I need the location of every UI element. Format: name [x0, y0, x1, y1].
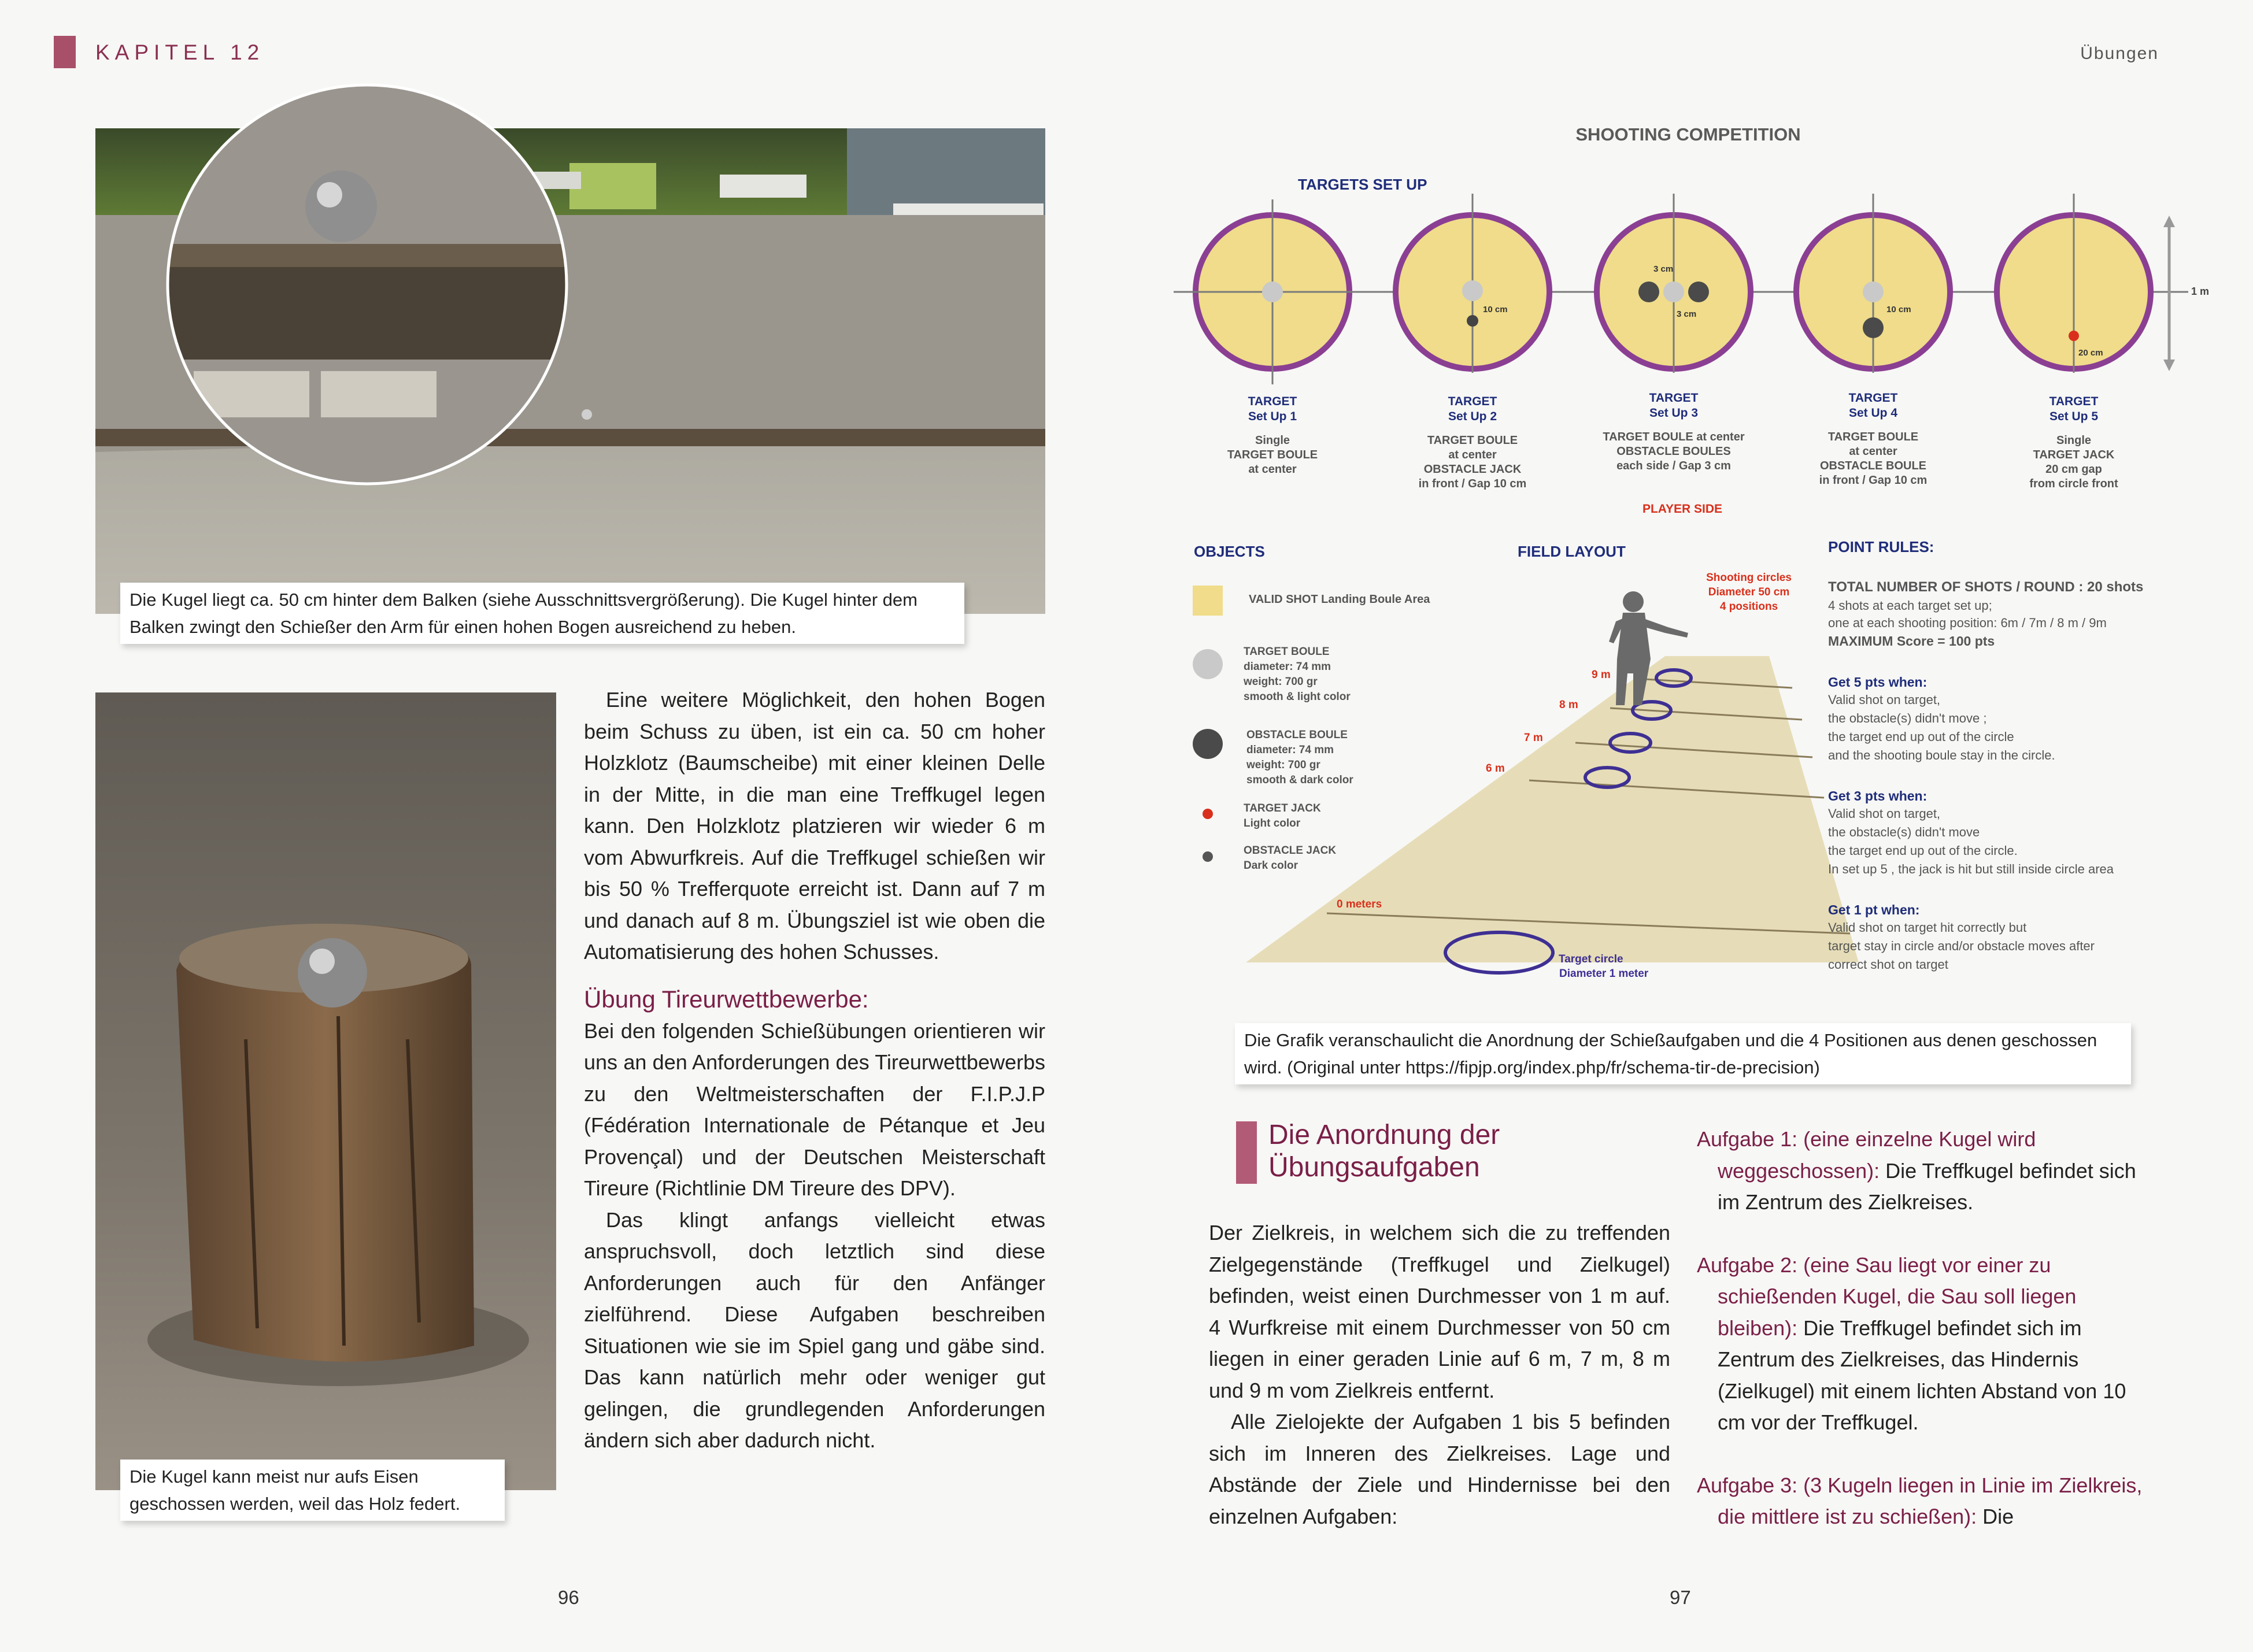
legend-target-boule-1: TARGET BOULE [1244, 646, 1330, 658]
stump-photo-caption: Die Kugel kann meist nur aufs Eisen geschossen werden, weil das Holz federt. [120, 1460, 505, 1521]
chapter-label: KAPITEL 12 [95, 40, 265, 64]
setup-3-subtitle: Set Up 3 [1649, 406, 1699, 420]
setup-5-desc-3: 20 cm gap [2045, 463, 2102, 476]
petanque-court-photo [95, 128, 1045, 614]
legend-obstacle-boule-3: weight: 700 gr [1246, 759, 1320, 771]
get5-line-3: the target end up out of the circle [1828, 729, 2014, 744]
target-setup-5 [1997, 194, 2151, 373]
setup-4-desc-2: at center [1849, 445, 1897, 458]
legend-target-boule-3: weight: 700 gr [1244, 676, 1318, 688]
setup-5-title: TARGET [2049, 395, 2099, 408]
right-paragraph-2: Alle Zielojekte der Aufgaben 1 bis 5 befinden sich im Inneren des Zielkreises. Lage und Abstände der Ziele und Hindernisse bei den einzelnen Aufgaben: [1209, 1410, 1670, 1528]
left-paragraph-3: Das klingt anfangs vielleicht etwas anspruchsvoll, doch letztlich sind diese Anforderungen auch für den Anfänger zielführend. Diese Aufgaben beschreiben Situationen wie sie im Spiel gang und gäbe sind. Das kann natürlich mehr oder weniger gut gelingen, die grundlegenden Anforderungen ändern sich aber dadurch nicht. [584, 1207, 1045, 1452]
rules-max: MAXIMUM Score = 100 pts [1828, 634, 1995, 649]
setup-4-desc-3: OBSTACLE BOULE [1819, 460, 1927, 472]
wood-stump-photo [95, 692, 556, 1490]
setup-4-desc-4: in front / Gap 10 cm [1819, 474, 1928, 487]
target-setup-2 [1396, 194, 1549, 373]
setup-2-desc-4: in front / Gap 10 cm [1418, 477, 1527, 490]
distance-9m: 9 m [1592, 669, 1611, 681]
chapter-marker [54, 36, 76, 68]
distance-7m: 7 m [1524, 732, 1543, 744]
diagram-title: SHOOTING COMPETITION [1575, 124, 1801, 145]
page-number-right: 97 [1670, 1587, 1691, 1608]
task-item [1697, 1470, 2159, 1533]
setup-2-title: TARGET [1448, 395, 1497, 408]
setup-1-desc-1: Single [1255, 434, 1290, 447]
point-rules-title: POINT RULES: [1828, 538, 1934, 555]
distance-0m: 0 meters [1337, 898, 1382, 910]
get5-line-2: the obstacle(s) didn't move ; [1828, 711, 1987, 725]
heading-text: Die Anordnung der Übungsaufgaben [1268, 1120, 1500, 1183]
legend-target-jack-2: Light color [1244, 817, 1301, 829]
legend-obstacle-jack-2: Dark color [1244, 860, 1298, 872]
target-boule-swatch [1193, 649, 1223, 679]
task-item [1697, 1250, 2159, 1439]
task-3-text: Die [1977, 1505, 2014, 1528]
task-1-title: Aufgabe 1: (eine einzelne Kugel wird weggeschossen): [1697, 1127, 2036, 1183]
legend-valid-shot: VALID SHOT Landing Boule Area [1249, 593, 1430, 606]
setup-3-title: TARGET [1649, 391, 1699, 405]
left-body-text [584, 684, 1045, 1457]
valid-shot-swatch [1193, 586, 1223, 616]
left-paragraph-1: Eine weitere Möglichkeit, den hohen Bogen beim Schuss zu üben, ist ein ca. 50 cm hoher Holzklotz (Baumscheibe) mit einer kleinen Delle in der Mitte, in die man eine Treffkugel legen kann. Den Holzklotz platzieren wir wieder 6 m vom Abwurfkreis. Auf die Treffkugel schießen wir bis 50 % Trefferquote erreicht ist. Dann auf 7 m und danach auf 8 m. Übungsziel ist wie oben die Automatisierung des hohen Schusses. [584, 688, 1045, 964]
setup-3-desc-3: each side / Gap 3 cm [1616, 460, 1731, 472]
right-paragraph-1: Der Zielkreis, in welchem sich die zu treffenden Zielgegenstände (Treffkugel und Zielkugel) befinden, weist einen Durchmesser von 1 m auf. 4 Wurfkreise mit einem Durchmesser von 50 cm liegen in einer geraden Linie auf 6 m, 7 m, 8 m und 9 m vom Zielkreis entfernt. [1209, 1221, 1670, 1402]
gap-10cm-label-4: 10 cm [1886, 305, 1911, 314]
setup-1-desc-2: TARGET BOULE [1227, 449, 1318, 461]
obstacle-boule-swatch [1193, 729, 1223, 759]
get1-title: Get 1 pt when: [1828, 902, 1920, 917]
distance-8m: 8 m [1559, 699, 1578, 711]
legend-obstacle-boule-1: OBSTACLE BOULE [1246, 729, 1348, 741]
setup-2-desc-2: at center [1448, 449, 1497, 461]
rules-total: TOTAL NUMBER OF SHOTS / ROUND : 20 shots [1828, 579, 2144, 595]
field-layout-title: FIELD LAYOUT [1518, 543, 1626, 560]
get3-line-3: the target end up out of the circle. [1828, 843, 2018, 858]
right-body-text [1209, 1217, 1670, 1532]
setup-5-desc-1: Single [2056, 434, 2092, 447]
target-setup-3 [1597, 194, 1751, 373]
stump-photo-illustration [95, 692, 556, 1490]
section-label: Übungen [2080, 44, 2159, 63]
target-setup-1 [1188, 199, 1357, 384]
player-side-label: PLAYER SIDE [1642, 502, 1723, 516]
get3-line-2: the obstacle(s) didn't move [1828, 825, 1980, 839]
setup-4-subtitle: Set Up 4 [1848, 406, 1898, 420]
diagram-caption: Die Grafik veranschaulicht die Anordnung der Schießaufgaben und die 4 Positionen aus denen geschossen wird. (Original unter https://fipjp.org/index.php/fr/schema-tir-de-precision) [1235, 1023, 2131, 1084]
court-photo-illustration [95, 128, 1045, 614]
left-page [0, 0, 1126, 1652]
gap-10cm-label-2: 10 cm [1483, 305, 1508, 314]
get1-line-2: target stay in circle and/or obstacle moves after [1828, 939, 2095, 953]
legend-obstacle-boule-2: diameter: 74 mm [1246, 744, 1334, 756]
setup-1-title: TARGET [1248, 395, 1297, 408]
task-list [1697, 1124, 2159, 1564]
setup-4-title: TARGET [1848, 391, 1898, 405]
one-meter-label: 1 m [2191, 286, 2210, 297]
task-1-text: Die Treffkugel befindet sich im Zentrum des Zielkreises. [1718, 1158, 2136, 1214]
get5-line-4: and the shooting boule stay in the circle. [1828, 748, 2055, 762]
rules-line-1: 4 shots at each target set up; [1828, 598, 1992, 613]
get1-line-1: Valid shot on target hit correctly but [1828, 920, 2027, 935]
diagram-svg [1171, 118, 2210, 1012]
page-number-left: 96 [558, 1587, 579, 1608]
setup-5-subtitle: Set Up 5 [2049, 410, 2099, 423]
gap-3cm-label-a: 3 cm [1653, 264, 1674, 274]
setup-5-desc-2: TARGET JACK [2033, 449, 2115, 461]
shooting-circles-1: Shooting circles [1706, 572, 1792, 584]
task-2-title: Aufgabe 2: (eine Sau liegt vor einer zu schießenden Kugel, die Sau soll liegen bleiben): [1697, 1253, 2077, 1340]
get3-line-4: In set up 5 , the jack is hit but still inside circle area [1828, 862, 2114, 876]
rules-line-2: one at each shooting position: 6m / 7m / 8 m / 9m [1828, 616, 2107, 630]
legend-target-boule-2: diameter: 74 mm [1244, 661, 1331, 673]
setup-1-desc-3: at center [1248, 463, 1297, 476]
gap-20cm-label: 20 cm [2078, 348, 2103, 358]
legend-obstacle-jack-1: OBSTACLE JACK [1244, 844, 1337, 857]
get3-line-1: Valid shot on target, [1828, 806, 1941, 821]
get5-title: Get 5 pts when: [1828, 675, 1928, 690]
heading-marker [1236, 1121, 1257, 1184]
targets-title: TARGETS SET UP [1298, 176, 1427, 193]
setup-4-desc-1: TARGET BOULE [1827, 431, 1919, 443]
setup-5-desc-4: from circle front [2029, 477, 2118, 490]
legend-target-boule-4: smooth & light color [1244, 691, 1351, 703]
setup-2-desc-1: TARGET BOULE [1427, 434, 1518, 447]
target-circle-2: Diameter 1 meter [1559, 968, 1649, 980]
legend-target-jack-1: TARGET JACK [1244, 802, 1321, 814]
target-setup-4 [1796, 194, 1950, 373]
subheading-tireur: Übung Tireurwettbewerbe: [584, 985, 869, 1013]
setup-2-subtitle: Set Up 2 [1448, 410, 1497, 423]
setup-2-desc-3: OBSTACLE JACK [1423, 463, 1522, 476]
gap-3cm-label-b: 3 cm [1677, 309, 1697, 319]
get5-line-1: Valid shot on target, [1828, 692, 1941, 707]
distance-6m: 6 m [1486, 762, 1505, 775]
shooting-competition-diagram [1171, 118, 2210, 1012]
target-jack-swatch [1203, 809, 1213, 819]
target-circle-1: Target circle [1559, 953, 1623, 965]
setup-1-subtitle: Set Up 1 [1248, 410, 1297, 423]
court-photo-caption: Die Kugel liegt ca. 50 cm hinter dem Balken (siehe Ausschnittsvergrößerung). Die Kugel hinter dem Balken zwingt den Schießer den Arm für einen hohen Bogen ausreichend zu heben. [120, 583, 964, 644]
objects-title: OBJECTS [1194, 543, 1265, 560]
task-2-text: Die Treffkugel befindet sich im Zentrum des Zielkreises, das Hindernis (Zielkugel) mit einem lichten Abstand von 10 cm vor der Treffkugel. [1718, 1316, 2126, 1434]
legend-obstacle-boule-4: smooth & dark color [1246, 774, 1353, 786]
get3-title: Get 3 pts when: [1828, 788, 1928, 803]
task-item [1697, 1124, 2159, 1218]
task-3-title: Aufgabe 3: (3 Kugeln liegen in Linie im Zielkreis, die mittlere ist zu schießen): [1697, 1473, 2143, 1528]
shooting-circles-3: 4 positions [1719, 601, 1778, 613]
obstacle-jack-swatch [1203, 851, 1213, 862]
setup-3-desc-1: TARGET BOULE at center [1603, 431, 1745, 443]
get1-line-3: correct shot on target [1828, 957, 1948, 972]
left-paragraph-2: Bei den folgenden Schießübungen orientieren wir uns an den Anforderungen des Tireurwettbewerbs zu den Weltmeisterschaften der F.I.P.J.P (Fédération Internationale de Pétanque et Jeu Provençal) und der Deutschen Meisterschaft Tireure (Richtlinie DM Tireure des DPV). [584, 1018, 1045, 1200]
setup-3-desc-2: OBSTACLE BOULES [1616, 445, 1731, 458]
shooting-circles-2: Diameter 50 cm [1708, 586, 1790, 598]
